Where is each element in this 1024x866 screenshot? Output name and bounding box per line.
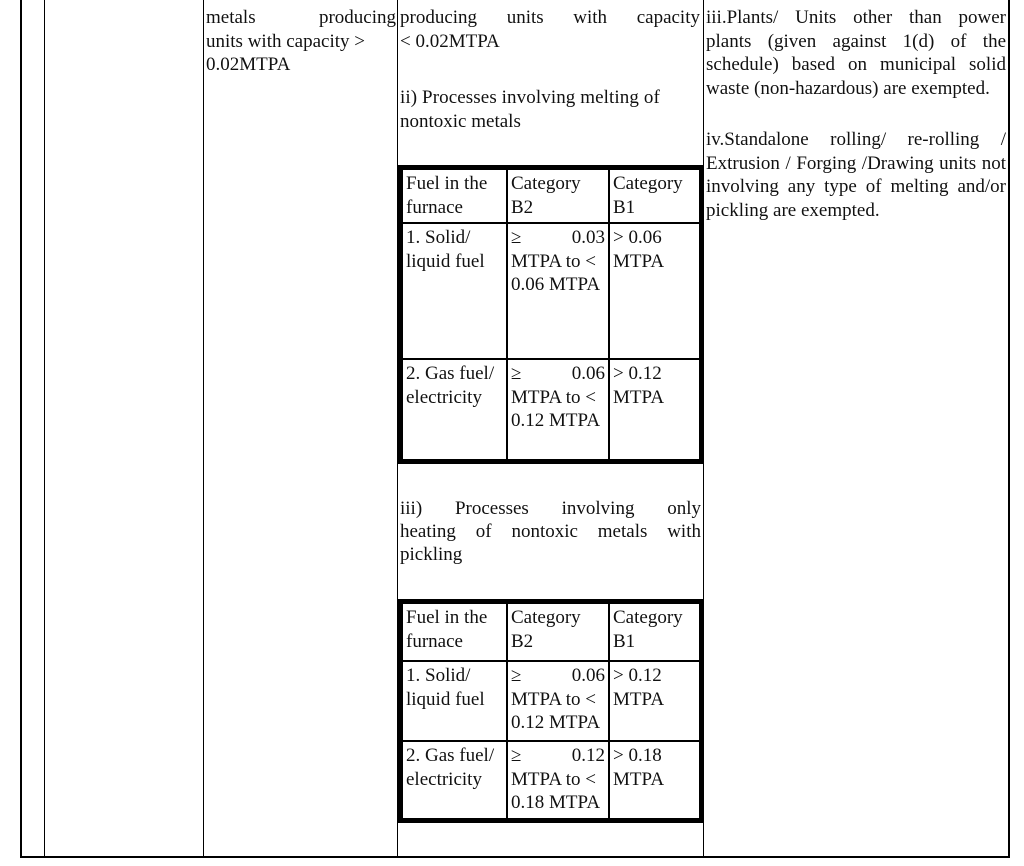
header-fuel: Fuel in the furnace bbox=[402, 603, 507, 661]
col4-top-line2: < 0.02MTPA bbox=[400, 31, 500, 52]
column-divider-1 bbox=[44, 0, 45, 858]
col3-line2: units with capacity > bbox=[206, 31, 365, 52]
col4-top-line1: producing units with capacity bbox=[400, 7, 700, 28]
category-b1-cell: > 0.18 MTPA bbox=[609, 741, 700, 819]
header-fuel: Fuel in the furnace bbox=[402, 169, 507, 223]
table-border-left bbox=[20, 0, 22, 858]
col3-line3: 0.02MTPA bbox=[206, 54, 291, 75]
fuel-cell: 1. Solid/ liquid fuel bbox=[402, 223, 507, 359]
category-b1-cell: > 0.12 MTPA bbox=[609, 359, 700, 460]
section-iii-line3: pickling bbox=[400, 544, 463, 565]
table-border-bottom bbox=[20, 856, 1010, 858]
table-row bbox=[402, 223, 700, 359]
category-b1-cell: > 0.12 MTPA bbox=[609, 661, 700, 741]
category-b2-cell: ≥ 0.06 MTPA to < 0.12 MTPA bbox=[507, 359, 609, 460]
header-category-b1: Category B1 bbox=[609, 603, 700, 661]
exemption-para-iii: iii.Plants/ Units other than power plants (given against 1(d) of the schedule) based on municipal solid waste (non-hazardous) are exempted. bbox=[706, 7, 1006, 99]
table-header-row bbox=[402, 603, 700, 661]
header-category-b2: Category B2 bbox=[507, 169, 609, 223]
heating-pickling-category-table bbox=[398, 599, 704, 823]
category-b1-cell: > 0.06 MTPA bbox=[609, 223, 700, 359]
section-iii-line1: iii) Processes involving only bbox=[400, 498, 701, 519]
category-b2-cell: ≥ 0.06 MTPA to < 0.12 MTPA bbox=[507, 661, 609, 741]
category-b2-cell: ≥ 0.03 MTPA to < 0.06 MTPA bbox=[507, 223, 609, 359]
melting-category-table bbox=[398, 165, 704, 464]
table-border-right bbox=[1008, 0, 1010, 858]
table-row bbox=[402, 661, 700, 741]
section-iii-line2: heating of nontoxic metals with bbox=[400, 521, 701, 542]
section-ii-line1: ii) Processes involving melting of bbox=[400, 87, 660, 108]
table-row bbox=[402, 359, 700, 460]
table-row bbox=[402, 741, 700, 819]
category-b2-cell: ≥ 0.12 MTPA to < 0.18 MTPA bbox=[507, 741, 609, 819]
exemption-para-iv: iv.Standalone rolling/ re-rolling / Extrusion / Forging /Drawing units not involving any type of melting and/or pickling are exempted. bbox=[706, 129, 1006, 221]
fuel-cell: 1. Solid/ liquid fuel bbox=[402, 661, 507, 741]
fuel-cell: 2. Gas fuel/ electricity bbox=[402, 359, 507, 460]
column-divider-2 bbox=[203, 0, 204, 858]
table-header-row bbox=[402, 169, 700, 223]
fuel-cell: 2. Gas fuel/ electricity bbox=[402, 741, 507, 819]
header-category-b2: Category B2 bbox=[507, 603, 609, 661]
col3-line1: metals producing bbox=[206, 7, 396, 28]
header-category-b1: Category B1 bbox=[609, 169, 700, 223]
section-ii-line2: nontoxic metals bbox=[400, 111, 521, 132]
